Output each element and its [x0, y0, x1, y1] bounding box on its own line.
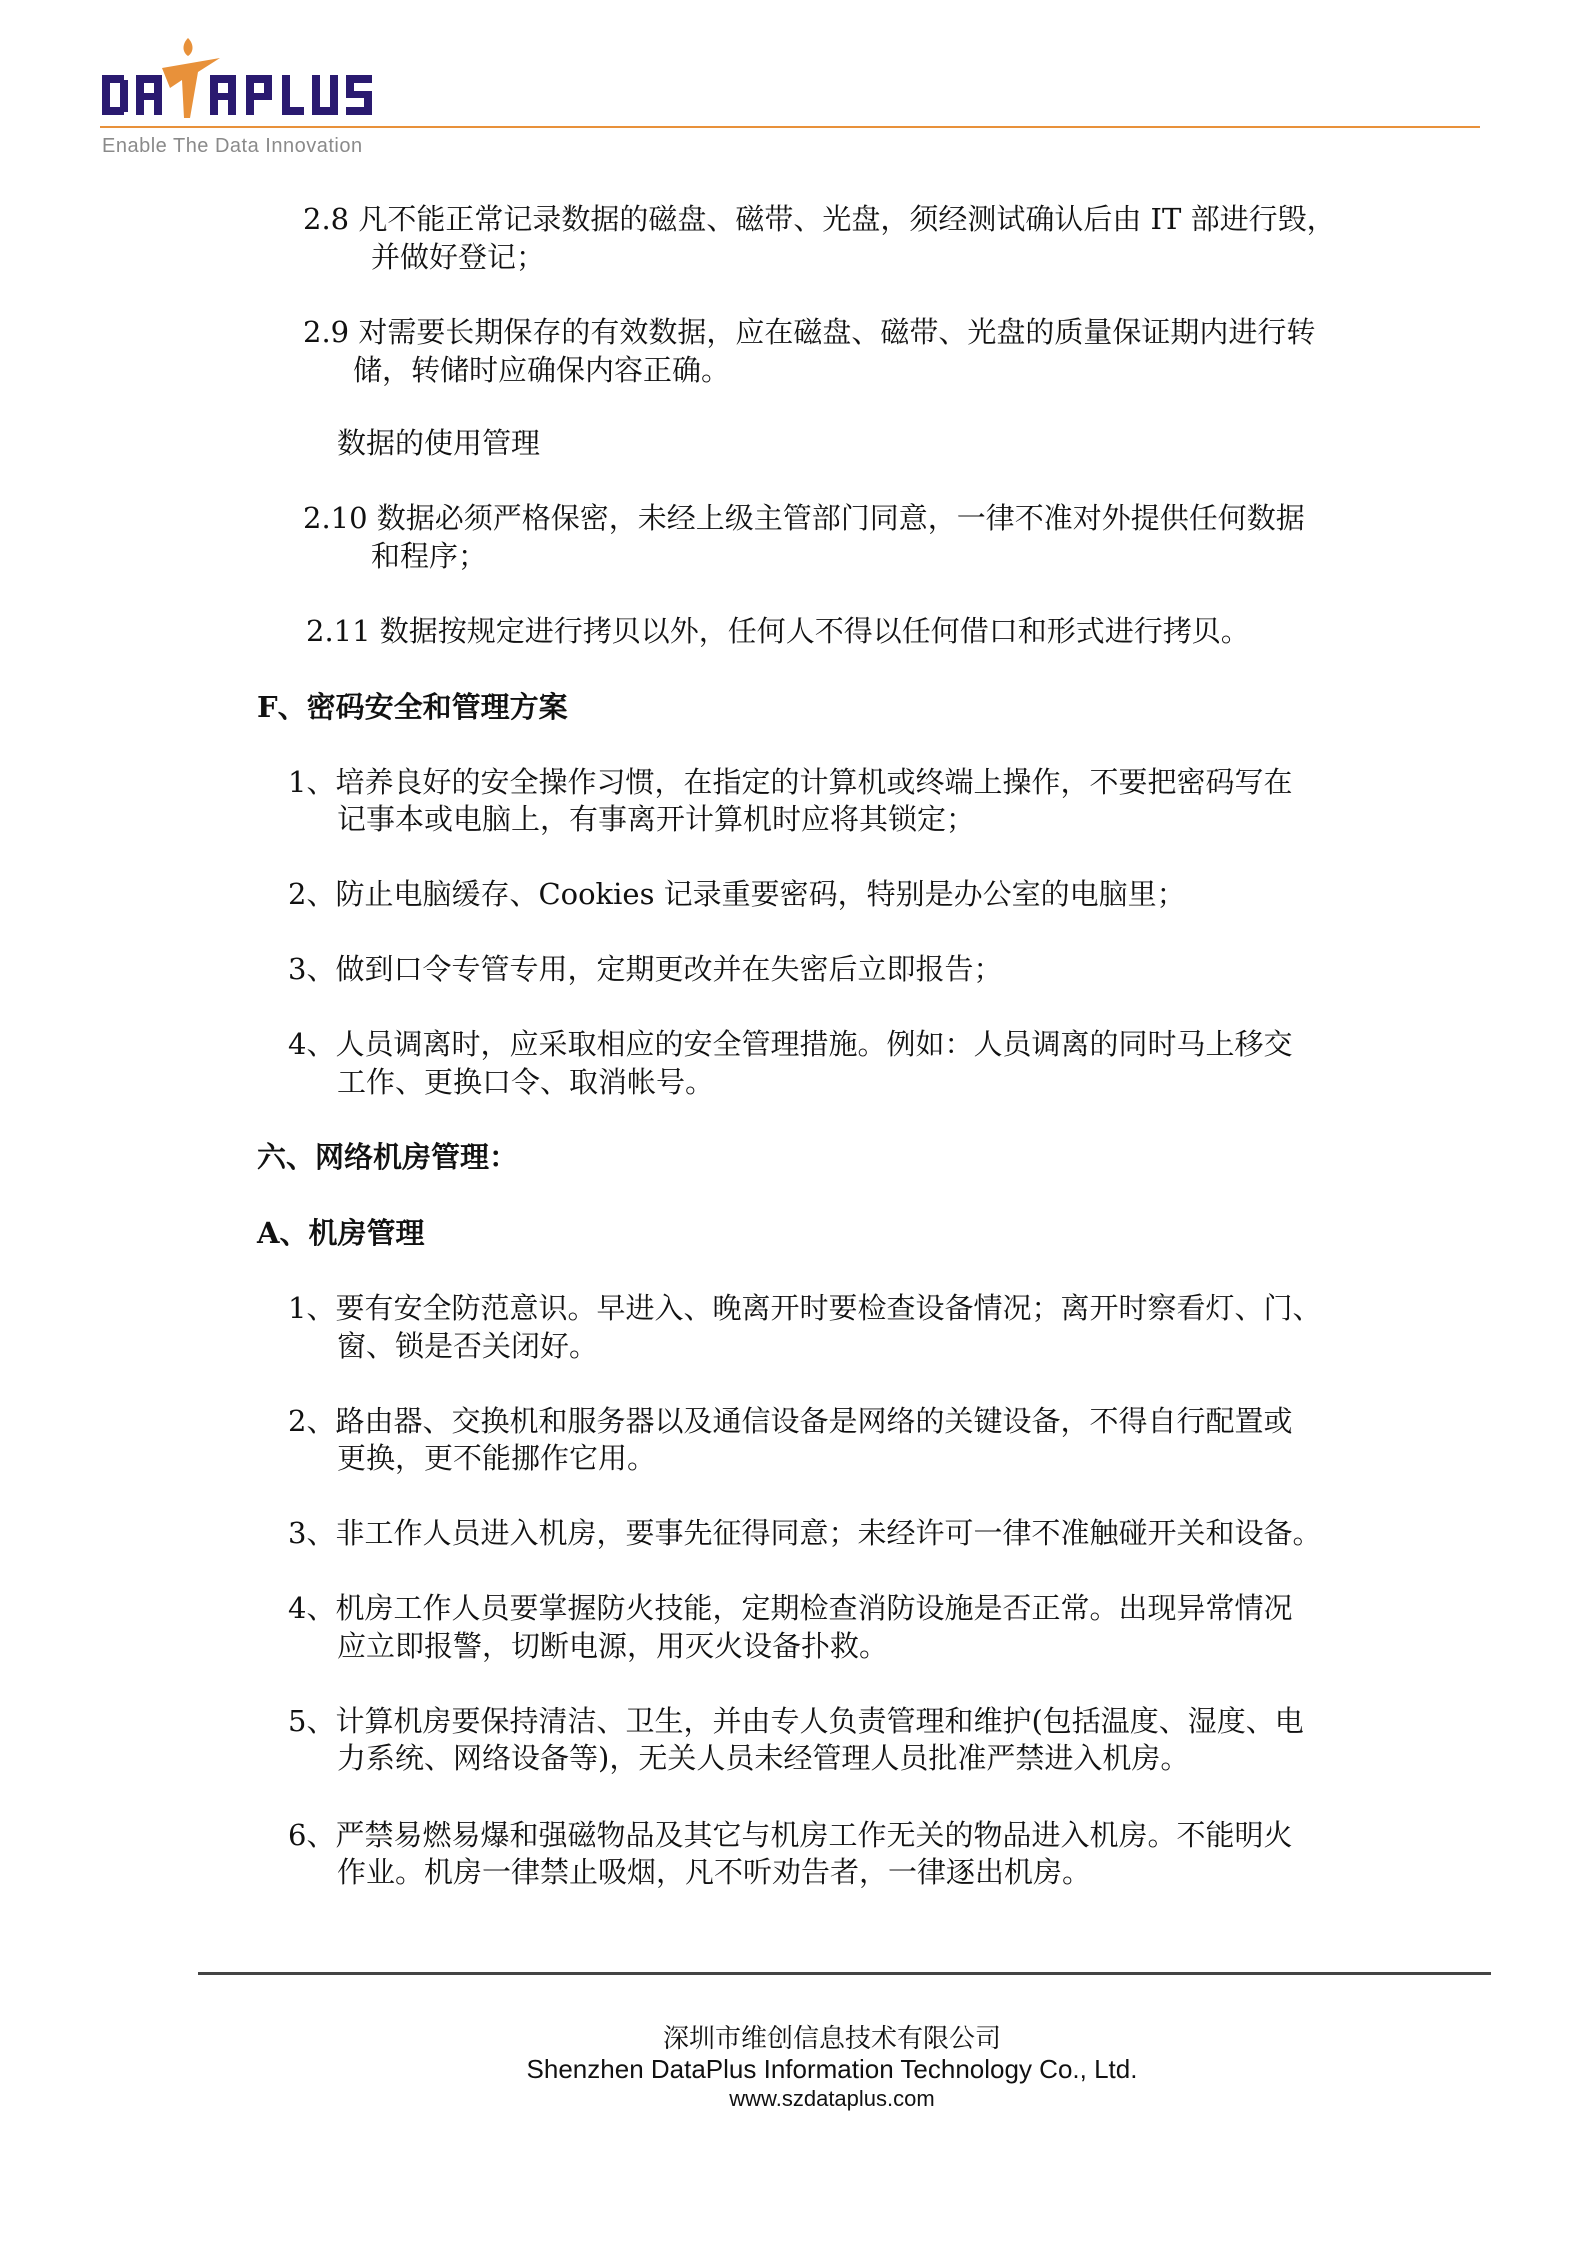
item-2-8-line1: 2.8 凡不能正常记录数据的磁盘、磁带、光盘，须经测试确认后由 IT 部进行毁， [303, 202, 1336, 236]
a-item-4-line2: 应立即报警，切断电源，用灭火设备扑救。 [337, 1629, 889, 1663]
a-item-3: 3、非工作人员进入机房，要事先征得同意；未经许可一律不准触碰开关和设备。 [288, 1516, 1322, 1550]
heading-6: 六、网络机房管理： [257, 1140, 519, 1174]
footer-rule [198, 1972, 1491, 1975]
footer-website: www.szdataplus.com [729, 2086, 935, 2111]
a-item-5-line2: 力系统、网络设备等)，无关人员未经管理人员批准严禁进入机房。 [337, 1741, 1190, 1775]
a-item-1-line1: 1、要有安全防范意识。早进入、晚离开时要检查设备情况；离开时察看灯、门、 [288, 1291, 1322, 1325]
f-item-1-line1: 1、培养良好的安全操作习惯，在指定的计算机或终端上操作，不要把密码写在 [288, 765, 1293, 799]
dataplus-logo [100, 30, 380, 125]
f-item-4-line2: 工作、更换口令、取消帐号。 [337, 1065, 715, 1099]
item-2-10-line1: 2.10 数据必须严格保密，未经上级主管部门同意，一律不准对外提供任何数据 [303, 501, 1305, 535]
a-item-6-line2: 作业。机房一律禁止吸烟，凡不听劝告者，一律逐出机房。 [337, 1855, 1092, 1889]
footer-company-en: Shenzhen DataPlus Information Technology Co., Ltd. [526, 2054, 1138, 2084]
tagline: Enable The Data Innovation [102, 135, 363, 157]
a-item-2-line1: 2、路由器、交换机和服务器以及通信设备是网络的关键设备，不得自行配置或 [288, 1404, 1293, 1438]
a-item-1-line2: 窗、锁是否关闭好。 [337, 1329, 599, 1363]
a-item-5-line1: 5、计算机房要保持清洁、卫生，并由专人负责管理和维护(包括温度、湿度、电 [288, 1704, 1304, 1738]
item-2-9-line1: 2.9 对需要长期保存的有效数据，应在磁盘、磁带、光盘的质量保证期内进行转 [303, 315, 1316, 349]
heading-f: F、密码安全和管理方案 [257, 690, 568, 724]
a-item-6-line1: 6、严禁易燃易爆和强磁物品及其它与机房工作无关的物品进入机房。不能明火 [288, 1818, 1293, 1852]
item-2-10-line2: 和程序； [371, 539, 488, 573]
a-item-2-line2: 更换，更不能挪作它用。 [337, 1441, 657, 1475]
item-2-8-line2: 并做好登记； [371, 240, 546, 274]
f-item-2: 2、防止电脑缓存、Cookies 记录重要密码，特别是办公室的电脑里； [288, 877, 1186, 911]
f-item-4-line1: 4、人员调离时，应采取相应的安全管理措施。例如：人员调离的同时马上移交 [288, 1027, 1293, 1061]
header-rule [100, 126, 1480, 128]
f-item-3: 3、做到口令专管专用，定期更改并在失密后立即报告； [288, 952, 1003, 986]
item-2-11: 2.11 数据按规定进行拷贝以外，任何人不得以任何借口和形式进行拷贝。 [306, 614, 1250, 648]
f-item-1-line2: 记事本或电脑上，有事离开计算机时应将其锁定； [337, 802, 976, 836]
footer-company-cn: 深圳市维创信息技术有限公司 [662, 2024, 1001, 2054]
subheading-usage: 数据的使用管理 [337, 426, 541, 460]
item-2-9-line2: 储，转储时应确保内容正确。 [353, 353, 731, 387]
a-item-4-line1: 4、机房工作人员要掌握防火技能，定期检查消防设施是否正常。出现异常情况 [288, 1591, 1293, 1625]
heading-a: A、机房管理 [257, 1216, 425, 1250]
